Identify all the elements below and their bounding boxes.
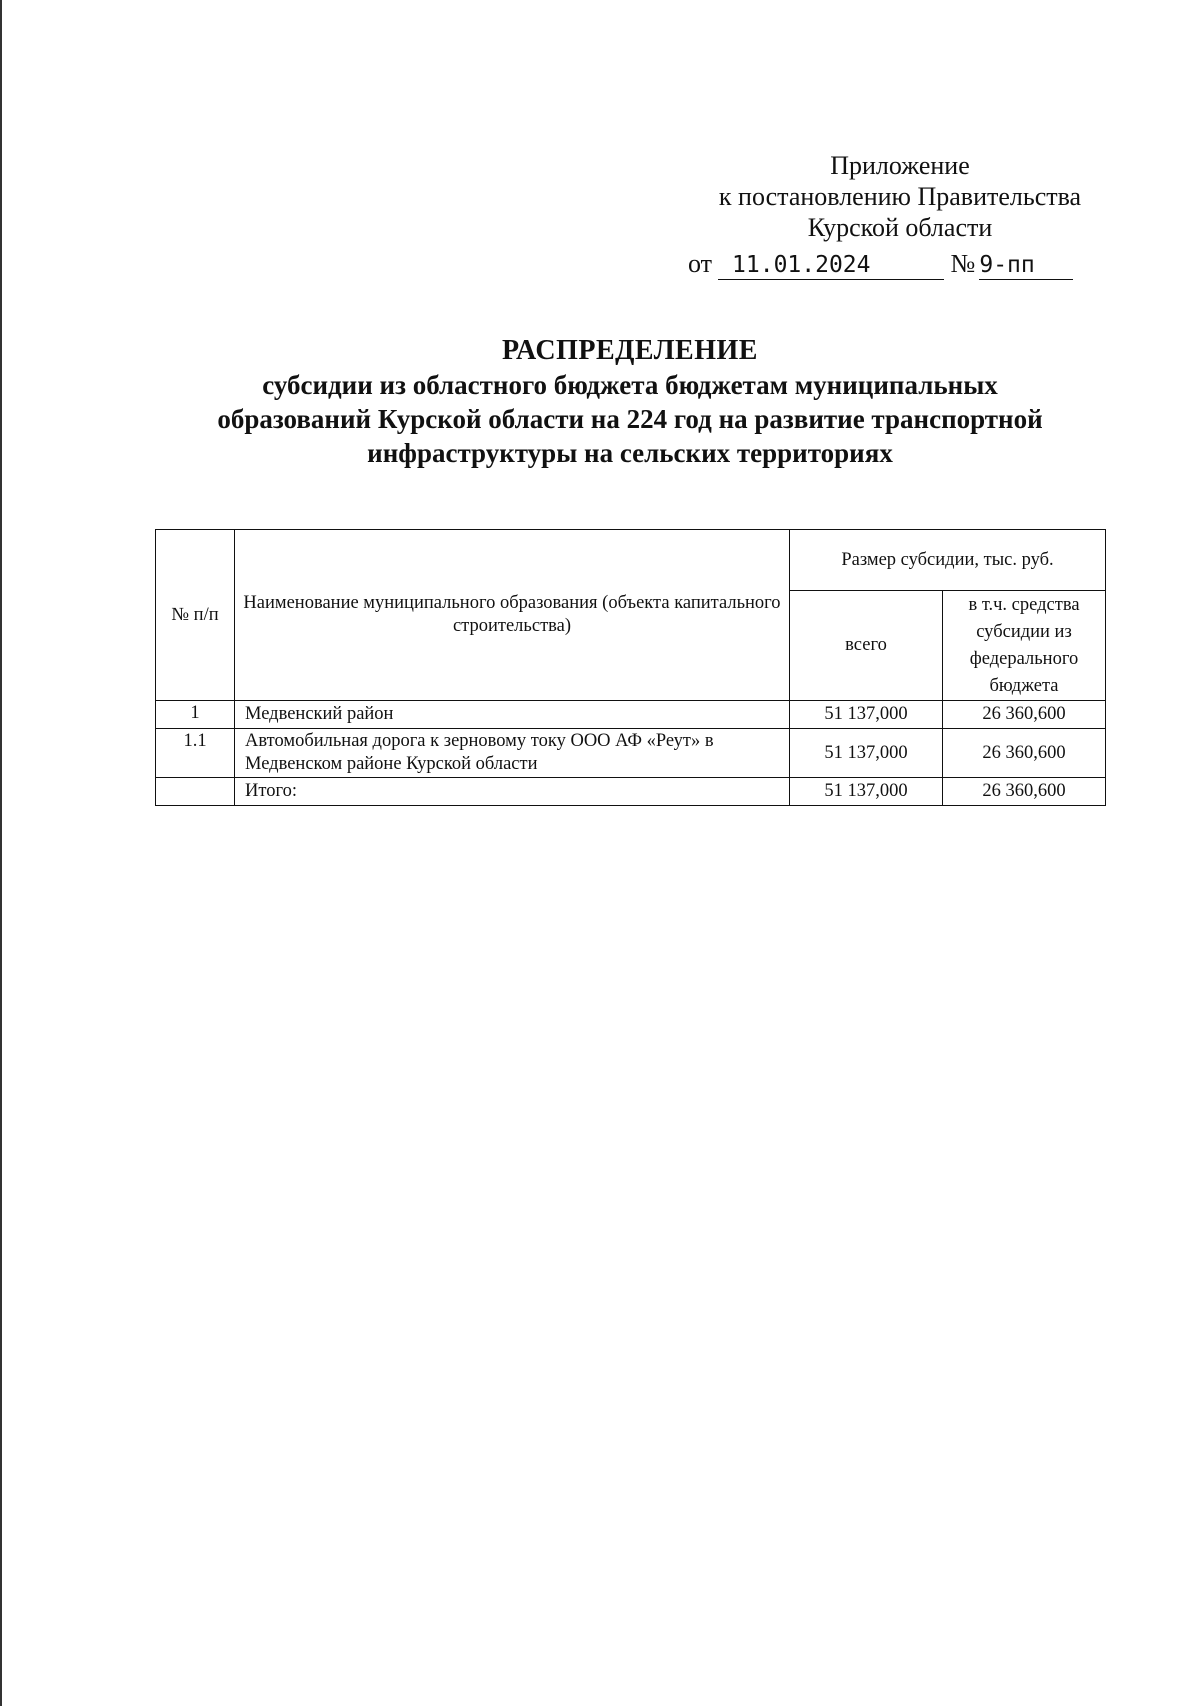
cell-total: 51 137,000 (790, 701, 943, 729)
order-reference (688, 248, 1073, 280)
cell-name: Автомобильная дорога к зерновому току ООО АФ «Реут» в Медвенском районе Курской области (235, 729, 790, 778)
cell-number: 1 (156, 701, 235, 729)
header-subsidy-size-text: Размер субсидии, тыс. руб. (841, 549, 1054, 570)
order-number: 9-пп (979, 251, 1073, 280)
header-total-text: всего (845, 635, 887, 656)
header-name (235, 530, 790, 701)
appendix-block (690, 150, 1110, 243)
header-number (156, 530, 235, 701)
appendix-line: Приложение (830, 151, 970, 180)
header-total (790, 591, 943, 701)
table-row (156, 729, 1106, 778)
appendix-line: Курской области (807, 213, 993, 242)
title-main: РАСПРЕДЕЛЕНИЕ (502, 335, 758, 366)
document-title (120, 334, 1140, 470)
order-date: 11.01.2024 (718, 251, 944, 280)
title-line: субсидии из областного бюджета бюджетам муниципальных (262, 370, 998, 400)
header-federal (943, 591, 1106, 701)
table-row (156, 701, 1106, 729)
appendix-line: к постановлению Правительства (718, 182, 1082, 211)
cell-federal: 26 360,600 (943, 729, 1106, 778)
cell-total: 51 137,000 (790, 729, 943, 778)
date-prefix: от (688, 249, 713, 278)
cell-number: 1.1 (156, 729, 235, 778)
header-federal-text: в т.ч. средства субсидии из федерального бюджета (968, 594, 1080, 696)
subsidy-table (155, 529, 1106, 806)
title-line: инфраструктуры на сельских территориях (367, 438, 893, 468)
header-subsidy-size (790, 530, 1106, 591)
table-row-total (156, 778, 1106, 806)
cell-federal: 26 360,600 (943, 778, 1106, 806)
header-number-text: № п/п (171, 604, 219, 625)
cell-number (156, 778, 235, 806)
cell-federal: 26 360,600 (943, 701, 1106, 729)
cell-name: Итого: (235, 778, 790, 806)
page-edge-line (0, 0, 2, 1706)
header-name-text: Наименование муниципального образования (объекта капитального строительства) (243, 593, 781, 636)
title-line: образований Курской области на 224 год на развитие транспортной (217, 404, 1043, 434)
header-row (156, 530, 1106, 591)
cell-total: 51 137,000 (790, 778, 943, 806)
cell-name: Медвенский район (235, 701, 790, 729)
number-prefix: № (950, 249, 976, 278)
